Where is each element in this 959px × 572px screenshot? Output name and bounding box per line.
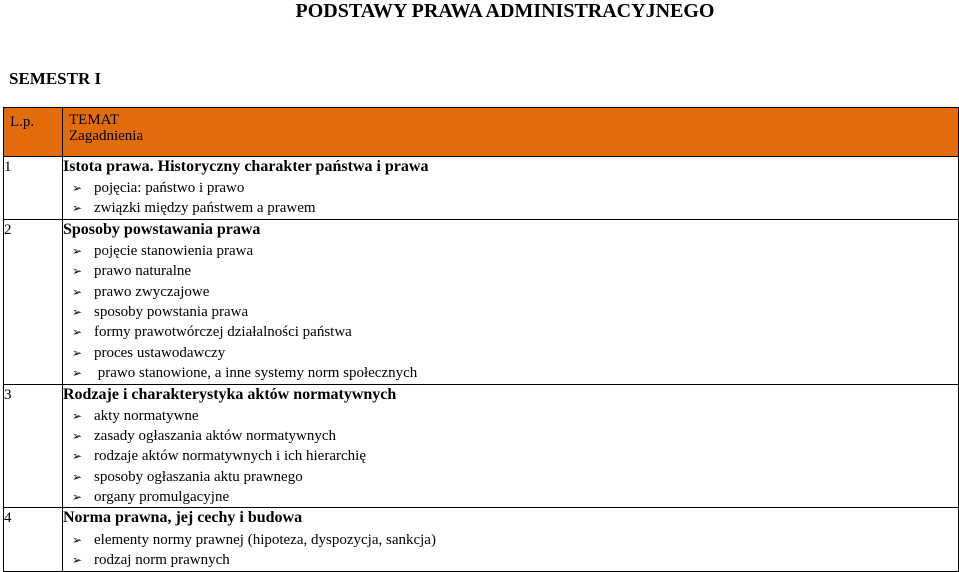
arrowhead-bullet-icon: ➢ (72, 553, 83, 568)
topic-items (63, 406, 958, 508)
list-item: ➢ organy promulgacyjne (72, 489, 230, 506)
topic-items (63, 530, 958, 571)
list-item: ➢ prawo naturalne (72, 263, 192, 280)
header-subtopic: Zagadnienia (69, 128, 144, 144)
arrowhead-bullet-icon: ➢ (72, 284, 83, 299)
list-item: ➢ pojęcia: państwo i prawo (72, 180, 245, 196)
list-item: ➢ sposoby ogłaszania aktu prawnego (72, 468, 303, 485)
table-row (4, 508, 959, 571)
table-row (4, 219, 959, 384)
row-title: Istota prawa. Historyczny charakter państwa i prawa (63, 158, 429, 175)
arrowhead-bullet-icon: ➢ (72, 408, 83, 423)
table-header-row (4, 108, 959, 157)
header-topic: TEMAT (69, 112, 119, 128)
topic-items (63, 241, 958, 384)
list-item: ➢ sposoby powstania prawa (72, 303, 249, 320)
arrowhead-bullet-icon: ➢ (72, 201, 83, 216)
list-item: ➢ prawo stanowione, a inne systemy norm społecznych (72, 365, 418, 382)
table-row (4, 157, 959, 220)
semester-heading: SEMESTR I (9, 69, 102, 88)
list-item: ➢ zasady ogłaszania aktów normatywnych (72, 427, 336, 444)
topic-items (63, 178, 958, 219)
list-item: ➢ elementy normy prawnej (hipoteza, dyspozycja, sankcja) (72, 531, 436, 548)
row-title: Sposoby powstawania prawa (63, 220, 261, 238)
row-topic-cell (63, 384, 959, 508)
list-item: ➢ prawo zwyczajowe (72, 283, 210, 300)
arrowhead-bullet-icon: ➢ (72, 490, 83, 505)
list-item: ➢ proces ustawodawczy (72, 344, 226, 361)
list-item: ➢ rodzaje aktów normatywnych i ich hierarchię (72, 448, 366, 465)
arrowhead-bullet-icon: ➢ (72, 264, 83, 279)
document-title: PODSTAWY PRAWA ADMINISTRACYJNEGO (295, 0, 715, 22)
table-row (4, 384, 959, 508)
topics-table (3, 107, 959, 572)
row-num: 1 (4, 157, 63, 220)
row-topic-cell (63, 157, 959, 220)
arrowhead-bullet-icon: ➢ (72, 345, 83, 360)
row-title: Rodzaje i charakterystyka aktów normatywnych (63, 385, 397, 403)
list-item: ➢ związki między państwem a prawem (72, 200, 316, 217)
row-num: 2 (4, 219, 63, 384)
arrowhead-bullet-icon: ➢ (72, 181, 83, 195)
row-title: Norma prawna, jej cechy i budowa (63, 509, 303, 527)
arrowhead-bullet-icon: ➢ (72, 243, 83, 258)
list-item: ➢ formy prawotwórczej działalności państwa (72, 324, 352, 341)
row-num: 4 (4, 508, 63, 571)
row-topic-cell (63, 508, 959, 571)
arrowhead-bullet-icon: ➢ (72, 325, 83, 340)
arrowhead-bullet-icon: ➢ (72, 304, 83, 319)
arrowhead-bullet-icon: ➢ (72, 366, 83, 381)
header-topic-cell (63, 108, 959, 157)
list-item: ➢ pojęcie stanowienia prawa (72, 242, 254, 259)
arrowhead-bullet-icon: ➢ (72, 449, 83, 464)
arrowhead-bullet-icon: ➢ (72, 428, 83, 443)
arrowhead-bullet-icon: ➢ (72, 469, 83, 484)
header-num: L.p. (4, 108, 63, 157)
row-num: 3 (4, 384, 63, 508)
list-item: ➢ rodzaj norm prawnych (72, 552, 230, 569)
arrowhead-bullet-icon: ➢ (72, 532, 83, 547)
row-topic-cell (63, 219, 959, 384)
list-item: ➢ akty normatywne (72, 407, 199, 424)
